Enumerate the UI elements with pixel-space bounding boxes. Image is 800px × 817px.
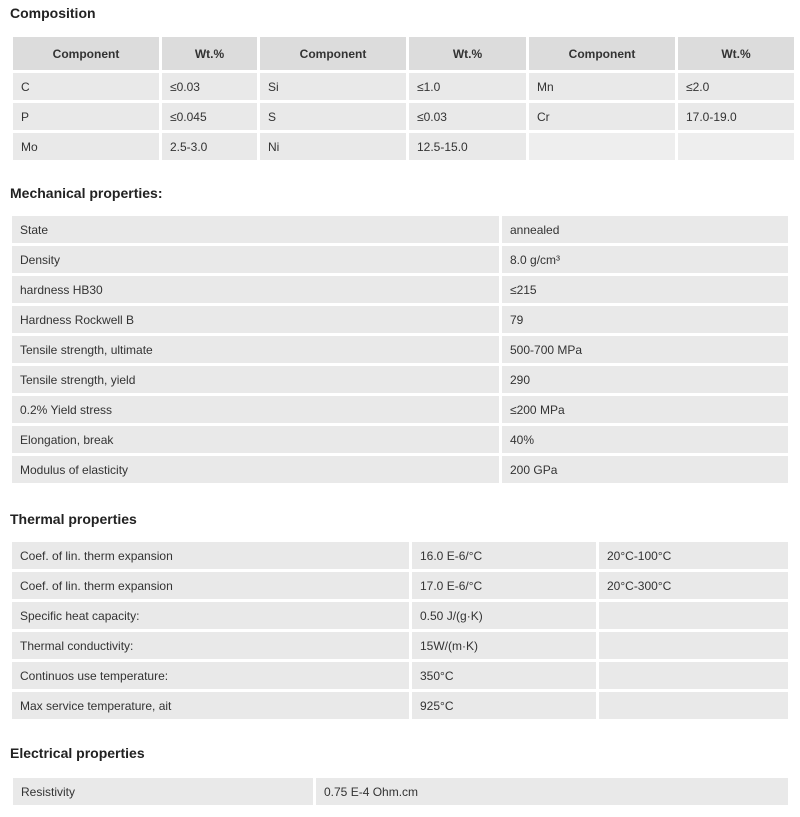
property-label: Tensile strength, ultimate (12, 336, 499, 363)
column-header: Component (529, 37, 675, 70)
table-row (12, 456, 788, 483)
property-range (599, 632, 788, 659)
table-row (12, 336, 788, 363)
composition-header-row (13, 37, 794, 70)
property-value: 40% (502, 426, 788, 453)
property-value: 0.75 E-4 Ohm.cm (316, 778, 788, 805)
table-row (12, 246, 788, 273)
table-row (12, 426, 788, 453)
property-range: 20°C-300°C (599, 572, 788, 599)
column-header: Wt.% (409, 37, 526, 70)
table-row (12, 306, 788, 333)
table-cell: ≤1.0 (409, 73, 526, 100)
property-value: 0.50 J/(g·K) (412, 602, 596, 629)
property-range (599, 662, 788, 689)
table-row (12, 276, 788, 303)
table-cell: 12.5-15.0 (409, 133, 526, 160)
property-range (599, 602, 788, 629)
table-cell: P (13, 103, 159, 130)
table-cell: 2.5-3.0 (162, 133, 257, 160)
property-range: 20°C-100°C (599, 542, 788, 569)
table-row (12, 396, 788, 423)
table-row (12, 632, 788, 659)
table-row (13, 133, 794, 160)
property-value: 500-700 MPa (502, 336, 788, 363)
property-value: 200 GPa (502, 456, 788, 483)
table-row (12, 542, 788, 569)
property-value: 290 (502, 366, 788, 393)
property-value: annealed (502, 216, 788, 243)
property-label: Resistivity (13, 778, 313, 805)
table-row (13, 778, 788, 805)
table-cell-empty (529, 133, 675, 160)
property-label: hardness HB30 (12, 276, 499, 303)
table-cell: S (260, 103, 406, 130)
column-header: Component (13, 37, 159, 70)
electrical-title: Electrical properties (10, 745, 145, 761)
electrical-table (10, 775, 791, 808)
property-label: State (12, 216, 499, 243)
property-value: 350°C (412, 662, 596, 689)
property-value: 16.0 E-6/°C (412, 542, 596, 569)
property-label: Thermal conductivity: (12, 632, 409, 659)
table-cell: Cr (529, 103, 675, 130)
table-cell: ≤0.03 (162, 73, 257, 100)
table-row (12, 216, 788, 243)
property-value: ≤200 MPa (502, 396, 788, 423)
table-cell: Mn (529, 73, 675, 100)
table-cell: ≤0.03 (409, 103, 526, 130)
thermal-table (9, 539, 791, 722)
property-value: 925°C (412, 692, 596, 719)
table-cell: Si (260, 73, 406, 100)
property-label: Tensile strength, yield (12, 366, 499, 393)
mechanical-title: Mechanical properties: (10, 185, 163, 201)
property-value: 8.0 g/cm³ (502, 246, 788, 273)
column-header: Wt.% (678, 37, 794, 70)
table-row (12, 602, 788, 629)
table-row (12, 692, 788, 719)
composition-title: Composition (10, 5, 96, 21)
table-cell-empty (678, 133, 794, 160)
property-label: Continuos use temperature: (12, 662, 409, 689)
thermal-title: Thermal properties (10, 511, 137, 527)
property-label: Density (12, 246, 499, 273)
column-header: Component (260, 37, 406, 70)
property-label: Elongation, break (12, 426, 499, 453)
property-range (599, 692, 788, 719)
property-label: Specific heat capacity: (12, 602, 409, 629)
property-label: Hardness Rockwell B (12, 306, 499, 333)
mechanical-table (9, 213, 791, 486)
table-cell: C (13, 73, 159, 100)
table-row (12, 572, 788, 599)
property-value: ≤215 (502, 276, 788, 303)
table-cell: 17.0-19.0 (678, 103, 794, 130)
property-value: 15W/(m·K) (412, 632, 596, 659)
table-row (13, 73, 794, 100)
property-value: 79 (502, 306, 788, 333)
property-label: Modulus of elasticity (12, 456, 499, 483)
property-label: 0.2% Yield stress (12, 396, 499, 423)
table-cell: ≤2.0 (678, 73, 794, 100)
table-row (12, 662, 788, 689)
property-label: Coef. of lin. therm expansion (12, 542, 409, 569)
column-header: Wt.% (162, 37, 257, 70)
property-value: 17.0 E-6/°C (412, 572, 596, 599)
property-label: Max service temperature, ait (12, 692, 409, 719)
table-cell: Mo (13, 133, 159, 160)
table-row (13, 103, 794, 130)
table-row (12, 366, 788, 393)
table-cell: ≤0.045 (162, 103, 257, 130)
composition-table (10, 34, 797, 163)
table-cell: Ni (260, 133, 406, 160)
property-label: Coef. of lin. therm expansion (12, 572, 409, 599)
